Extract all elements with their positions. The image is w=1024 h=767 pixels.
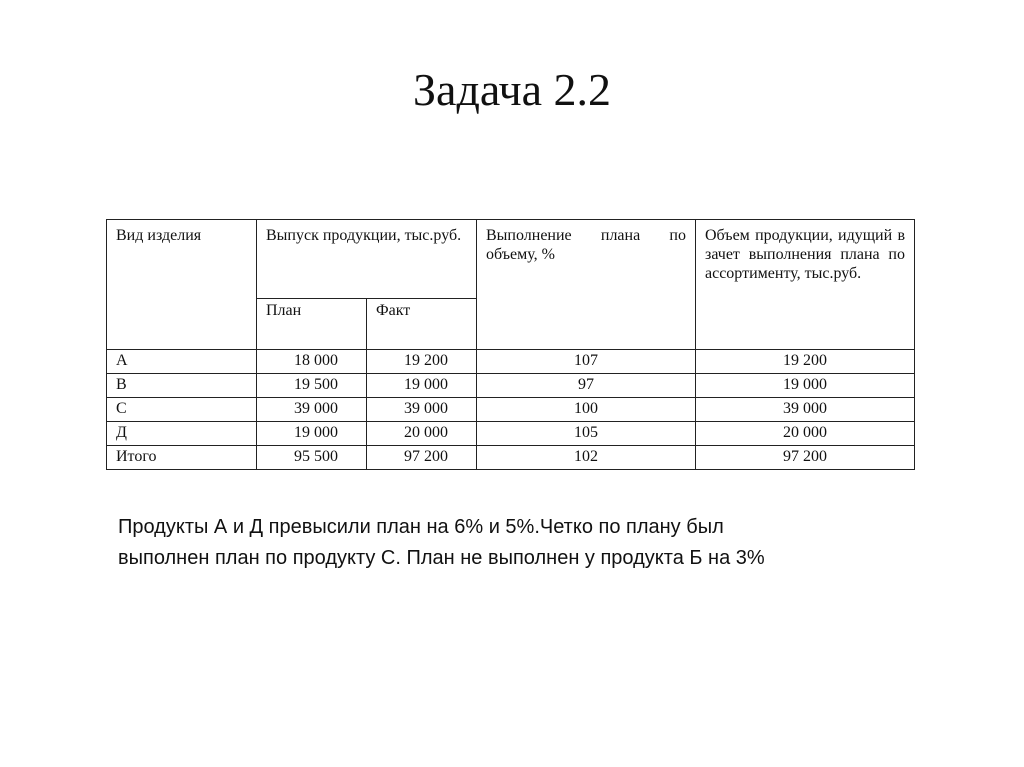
cell-plan: 39 000 [257, 398, 367, 422]
table-row [107, 422, 915, 446]
cell-assortment: 19 000 [696, 374, 915, 398]
slide-title: Задача 2.2 [413, 64, 611, 115]
cell-percent: 105 [477, 422, 696, 446]
header-product-type: Вид изделия [107, 220, 257, 350]
cell-assortment: 97 200 [696, 446, 915, 470]
table-row [107, 350, 915, 374]
cell-assortment: 19 200 [696, 350, 915, 374]
header-plan-fulfillment: Выполнение плана по объему, % [477, 220, 696, 350]
cell-percent: 107 [477, 350, 696, 374]
cell-product: А [107, 350, 257, 374]
header-plan: План [257, 299, 367, 350]
cell-fact: 20 000 [367, 422, 477, 446]
table-row [107, 398, 915, 422]
table-header-row [107, 220, 915, 299]
table-row [107, 374, 915, 398]
cell-fact: 19 000 [367, 374, 477, 398]
summary-line: выполнен план по продукту С. План не выполнен у продукта Б на 3% [118, 547, 765, 569]
summary-line: Продукты А и Д превысили план на 6% и 5%.Четко по плану был [118, 516, 724, 538]
cell-product: С [107, 398, 257, 422]
cell-plan: 19 500 [257, 374, 367, 398]
cell-plan: 19 000 [257, 422, 367, 446]
cell-product: Д [107, 422, 257, 446]
cell-product: В [107, 374, 257, 398]
cell-plan: 95 500 [257, 446, 367, 470]
data-table [106, 219, 915, 470]
header-assortment-volume: Объем продукции, идущий в зачет выполнения плана по ассортименту, тыс.руб. [696, 220, 915, 350]
cell-plan: 18 000 [257, 350, 367, 374]
header-fact: Факт [367, 299, 477, 350]
cell-fact: 39 000 [367, 398, 477, 422]
table-row-total [107, 446, 915, 470]
cell-percent: 100 [477, 398, 696, 422]
header-output: Выпуск продукции, тыс.руб. [257, 220, 477, 299]
cell-assortment: 20 000 [696, 422, 915, 446]
cell-product: Итого [107, 446, 257, 470]
cell-assortment: 39 000 [696, 398, 915, 422]
cell-percent: 102 [477, 446, 696, 470]
cell-fact: 97 200 [367, 446, 477, 470]
cell-fact: 19 200 [367, 350, 477, 374]
summary-text [118, 512, 918, 574]
cell-percent: 97 [477, 374, 696, 398]
